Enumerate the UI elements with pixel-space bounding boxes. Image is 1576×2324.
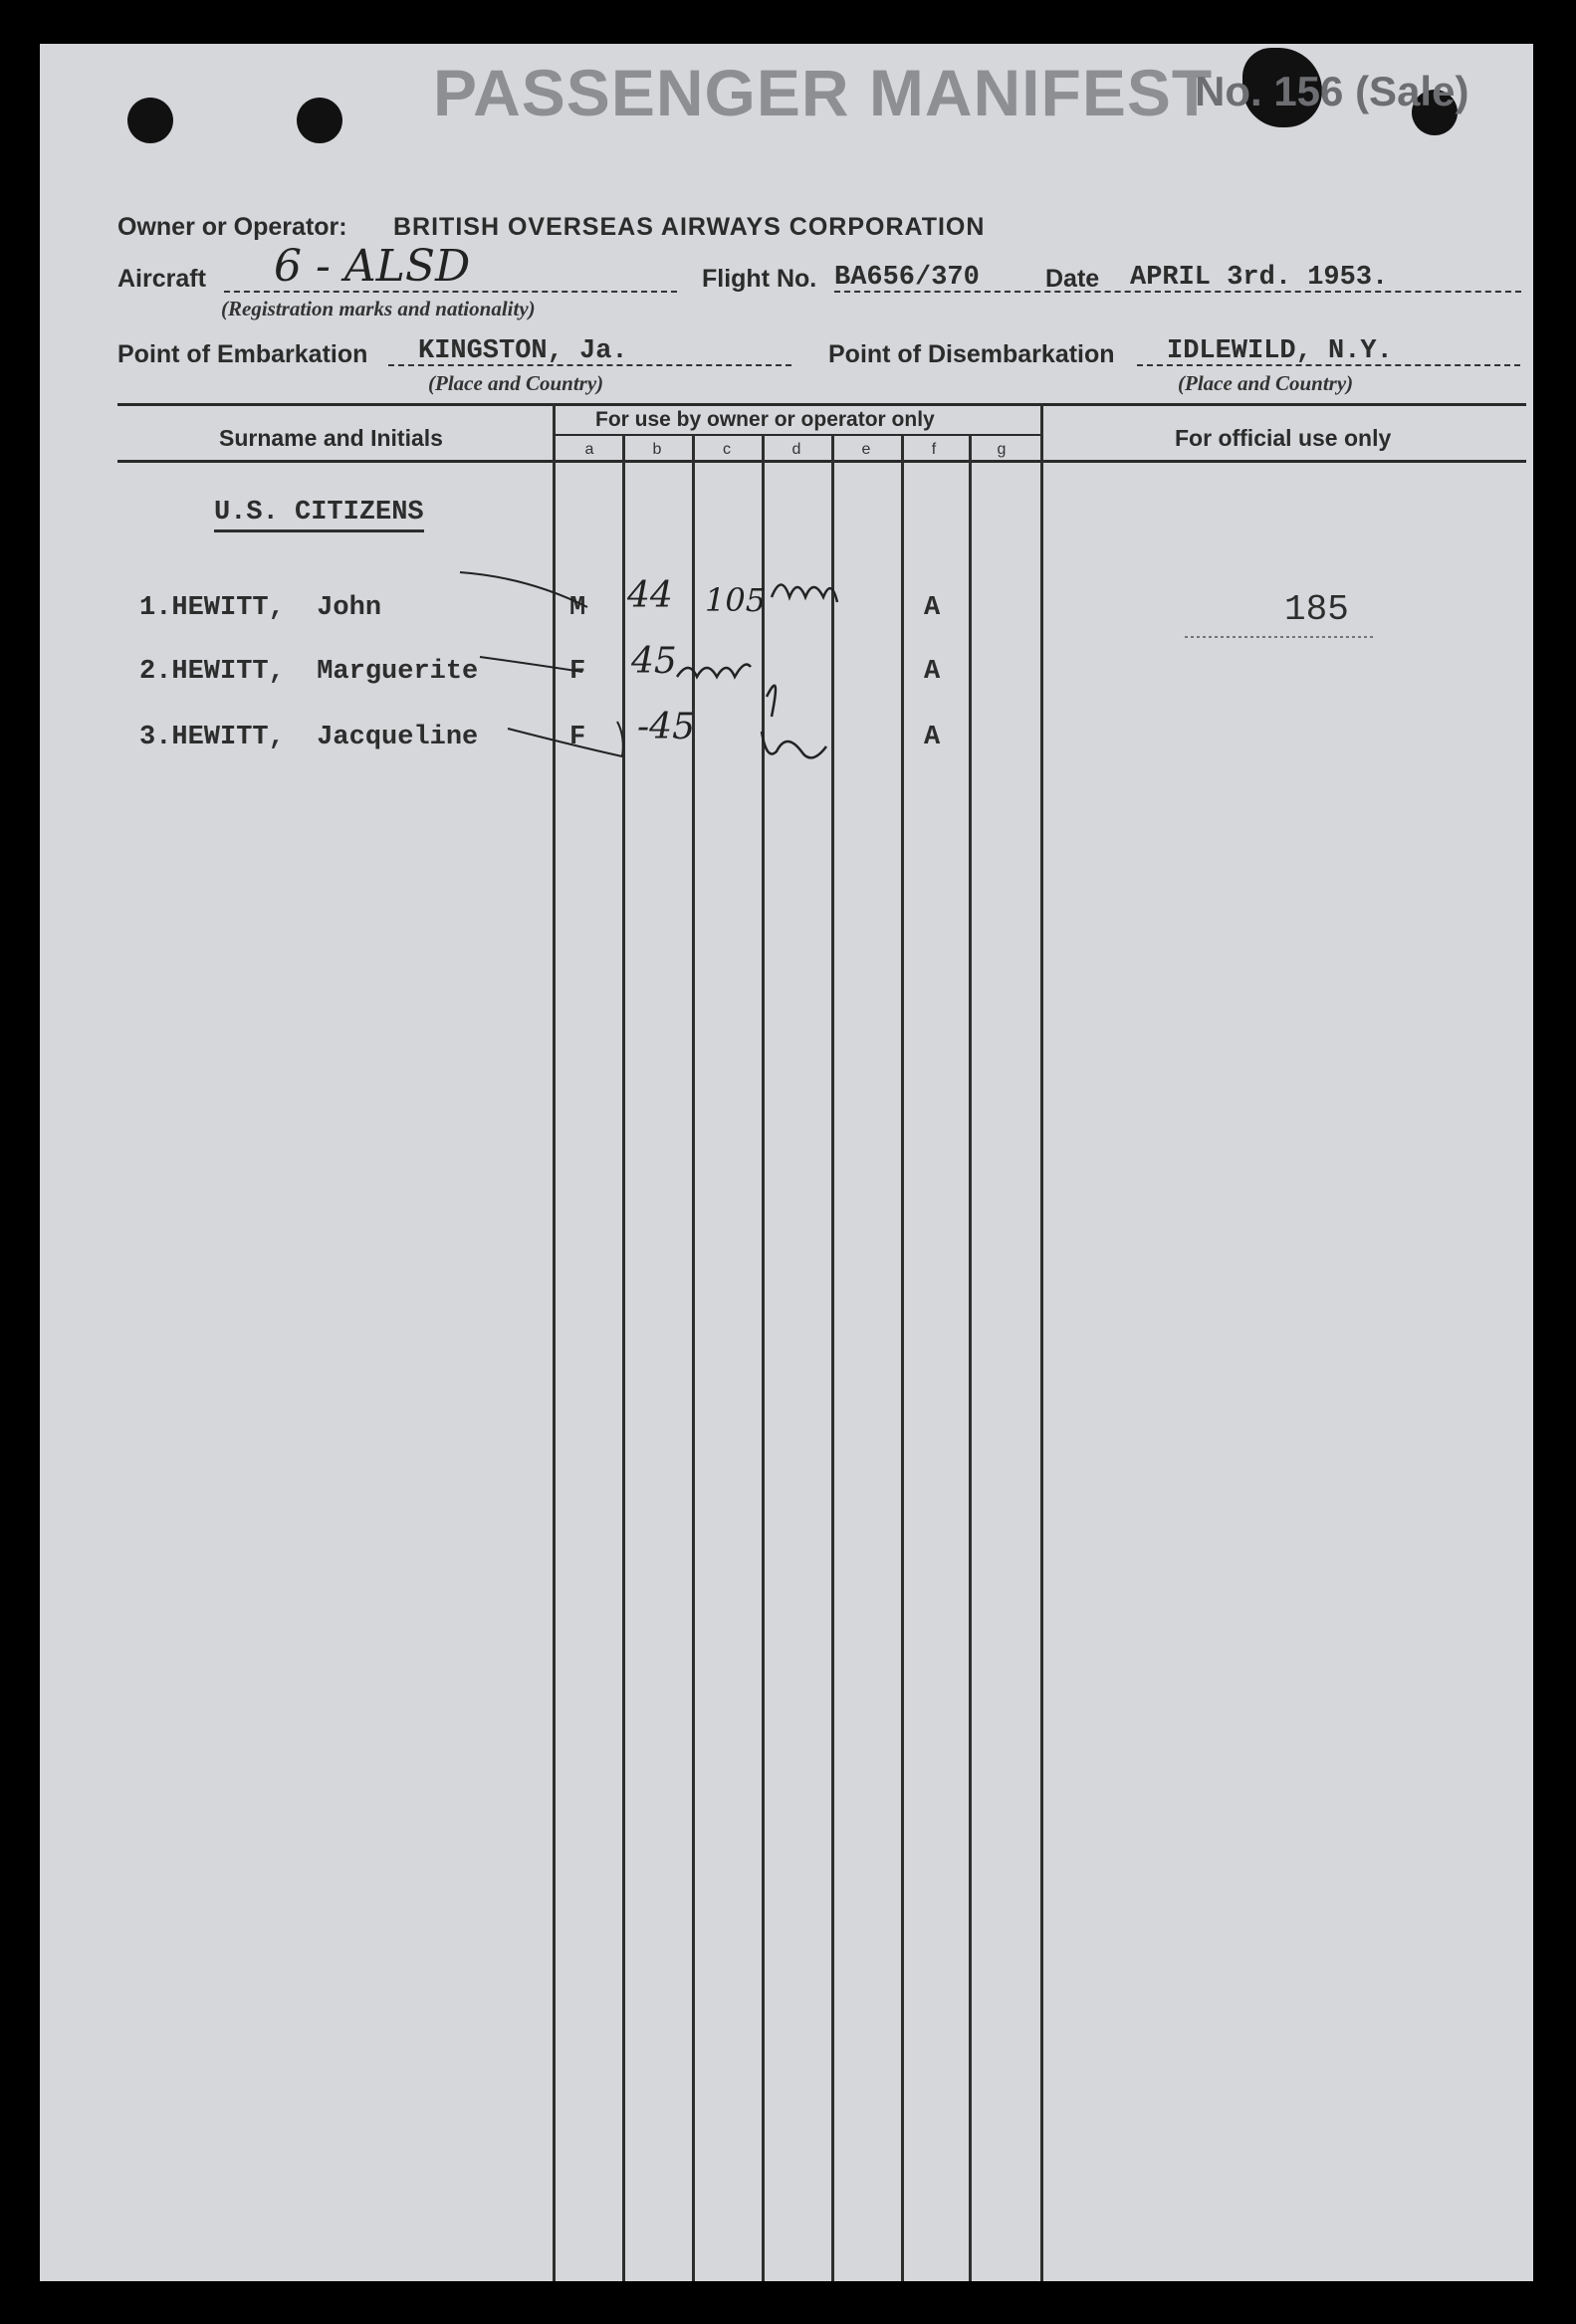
disembarkation-caption: (Place and Country) <box>1178 371 1354 395</box>
disembarkation-value: IDLEWILD, N.Y. <box>1167 336 1393 366</box>
official-header: For official use only <box>1175 425 1392 451</box>
pen-stroke <box>480 657 582 672</box>
col-letter-g: g <box>997 441 1007 458</box>
passenger-surname: HEWITT, <box>171 593 285 623</box>
passenger-row-3-a: F <box>569 723 586 752</box>
date-value: APRIL 3rd. 1953. <box>1130 263 1389 293</box>
manifest-number: No. 156 (Sale) <box>1195 68 1469 114</box>
embarkation-value: KINGSTON, Ja. <box>418 336 628 366</box>
pen-stroke <box>460 572 587 607</box>
disembarkation-label: Point of Disembarkation <box>828 340 1115 368</box>
col-letter-a: a <box>584 441 594 458</box>
passenger-row-3-f: A <box>924 723 941 752</box>
col-letter-c: c <box>723 441 731 458</box>
passenger-given-name: John <box>317 593 382 623</box>
operator-label: Owner or Operator: <box>117 213 347 241</box>
passenger-row-1-f: A <box>924 593 941 623</box>
passenger-row-3-b: -45 <box>637 707 695 747</box>
embarkation-label: Point of Embarkation <box>117 340 368 368</box>
owner-header: For use by owner or operator only <box>595 408 935 431</box>
passenger-given-name: Marguerite <box>317 657 479 687</box>
col-letter-f: f <box>931 441 937 458</box>
embarkation-caption: (Place and Country) <box>428 371 604 395</box>
date-label: Date <box>1045 265 1100 293</box>
col-letter-b: b <box>652 441 662 458</box>
section-heading: U.S. CITIZENS <box>214 498 424 532</box>
col-letter-d: d <box>791 441 801 458</box>
pen-stroke <box>762 732 826 757</box>
page-title: PASSENGER MANIFEST <box>433 56 1214 129</box>
passenger-row-2-b: 45 <box>631 641 677 682</box>
passenger-given-name: Jacqueline <box>317 723 479 752</box>
passenger-number: 3. <box>139 723 172 752</box>
pen-stroke <box>767 686 776 717</box>
pen-stroke <box>677 665 751 677</box>
passenger-surname: HEWITT, <box>171 723 285 752</box>
aircraft-label: Aircraft <box>117 265 206 293</box>
pen-stroke <box>772 585 837 603</box>
passenger-number: 1. <box>139 593 172 623</box>
passenger-row-2-a: F <box>569 657 586 687</box>
flight-value: BA656/370 <box>834 263 980 293</box>
passenger-row-1-a: M <box>569 593 586 623</box>
passenger-row-1-b: 44 <box>627 575 673 616</box>
col-letter-e: e <box>861 441 871 458</box>
flight-label: Flight No. <box>702 265 817 293</box>
official-number: 185 <box>1284 589 1349 630</box>
pen-stroke <box>508 722 623 756</box>
passenger-row-1-c: 105 <box>705 581 767 619</box>
passenger-surname: HEWITT, <box>171 657 285 687</box>
passenger-row-2-f: A <box>924 657 941 687</box>
operator-value: BRITISH OVERSEAS AIRWAYS CORPORATION <box>393 213 986 241</box>
surname-header: Surname and Initials <box>219 425 443 451</box>
aircraft-value: 6 - ALSD <box>274 241 471 292</box>
passenger-number: 2. <box>139 657 172 687</box>
aircraft-caption: (Registration marks and nationality) <box>221 297 536 320</box>
